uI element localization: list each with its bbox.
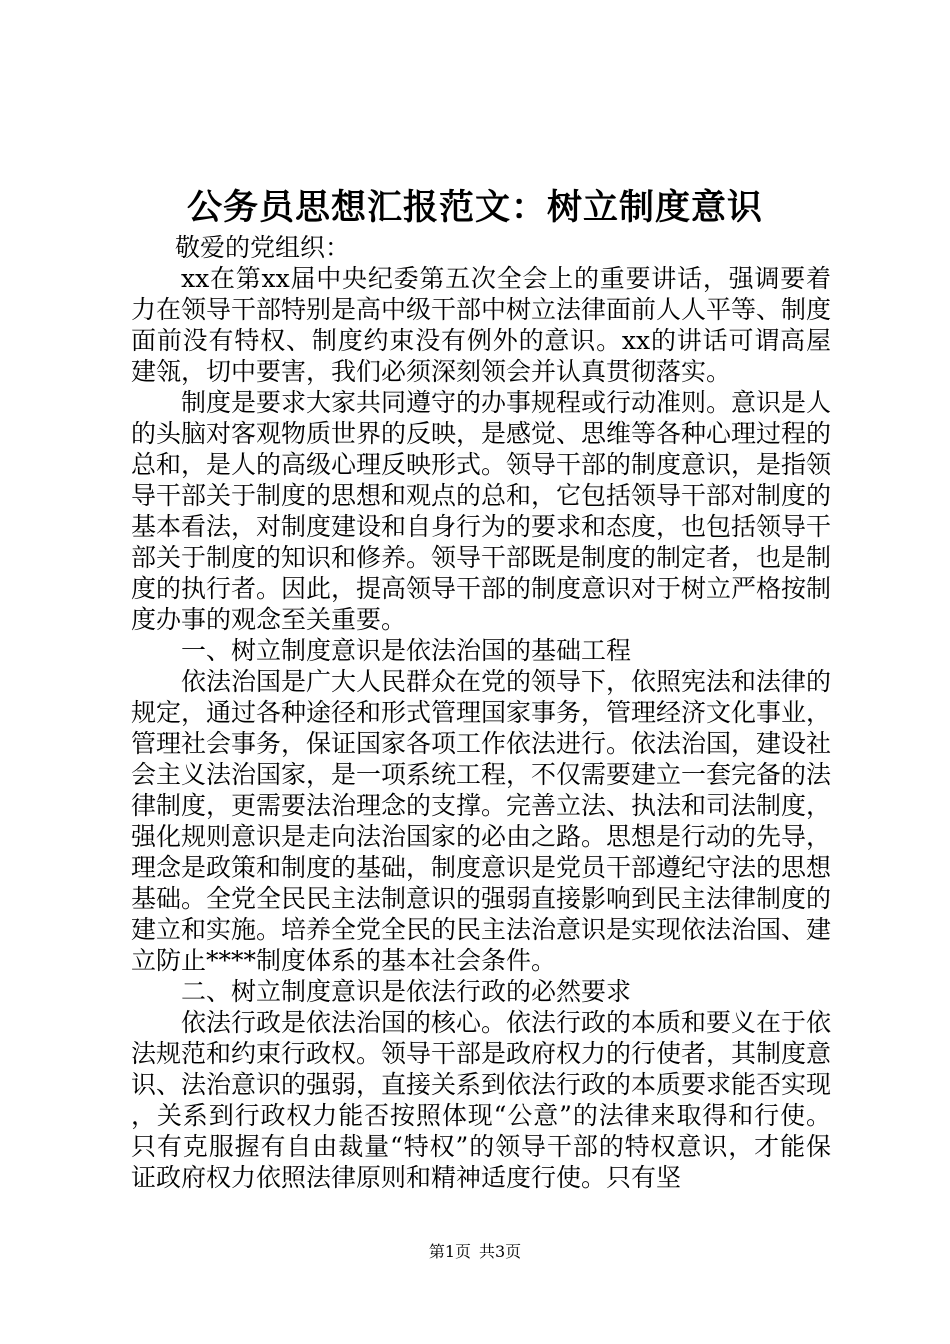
document-title: 公务员思想汇报范文：树立制度意识 xyxy=(186,187,763,228)
paragraph-definition: 制度是要求大家共同遵守的办事规程或行动准则。意识是人的头脑对客观物质世界的反映，是感觉、思维等各种心理过程的总和，是人的高级心理反映形式。领导干部的制度意识，是指领导干部关于制度的思想和观点的总和，它包括领导干部对制度的基本看法，对制度建设和自身行为的要求和态度，也包括领导干部关于制度的知识和修养。领导干部既是制度的制定者，也是制度的执行者。因此，提高领导干部的制度意识对于树立严格按制度办事的观念至关重要。 xyxy=(131,388,832,634)
section-heading-2: 二、树立制度意识是依法行政的必然要求 xyxy=(181,977,632,1006)
document-body xyxy=(131,232,831,1193)
page-number: 第1页 xyxy=(428,1242,471,1261)
paragraph-section-1: 依法治国是广大人民群众在党的领导下，依照宪法和法律的规定，通过各种途径和形式管理国家事务，管理经济文化事业，管理社会事务，保证国家各项工作依法进行。依法治国，建设社会主义法治国家，是一项系统工程，不仅需要建立一套完备的法律制度，更需要法治理念的支撑。完善立法、执法和司法制度，强化规则意识是走向法治国家的必由之路。思想是行动的先导，理念是政策和制度的基础，制度意识是党员干部遵纪守法的思想基础。全党全民民主法制意识的强弱直接影响到民主法律制度的建立和实施。培养全党全民的民主法治意识是实现依法治国、建立防止****制度体系的基本社会条件。 xyxy=(131,667,832,975)
page-footer xyxy=(0,1242,950,1262)
paragraph-intro: xx在第xx届中央纪委第五次全会上的重要讲话，强调要着力在领导干部特别是高中级干部中树立法律面前人人平等、制度面前没有特权、制度约束没有例外的意识。xx的讲话可谓高屋建瓴，切中要害，我们必须深刻领会并认真贯彻落实。 xyxy=(131,264,832,386)
salutation: 敬爱的党组织： xyxy=(175,233,351,262)
page-total: 共3页 xyxy=(479,1242,522,1261)
paragraph-section-2: 依法行政是依法治国的核心。依法行政的本质和要义在于依法规范和约束行政权。领导干部是政府权力的行使者，其制度意识、法治意识的强弱，直接关系到依法行政的本质要求能否实现，关系到行政权力能否按照体现“公意”的法律来取得和行使。只有克服握有自由裁量“特权”的领导干部的特权意识，才能保证政府权力依照法律原则和精神适度行使。只有坚 xyxy=(131,1008,832,1192)
section-heading-1: 一、树立制度意识是依法治国的基础工程 xyxy=(181,636,632,665)
